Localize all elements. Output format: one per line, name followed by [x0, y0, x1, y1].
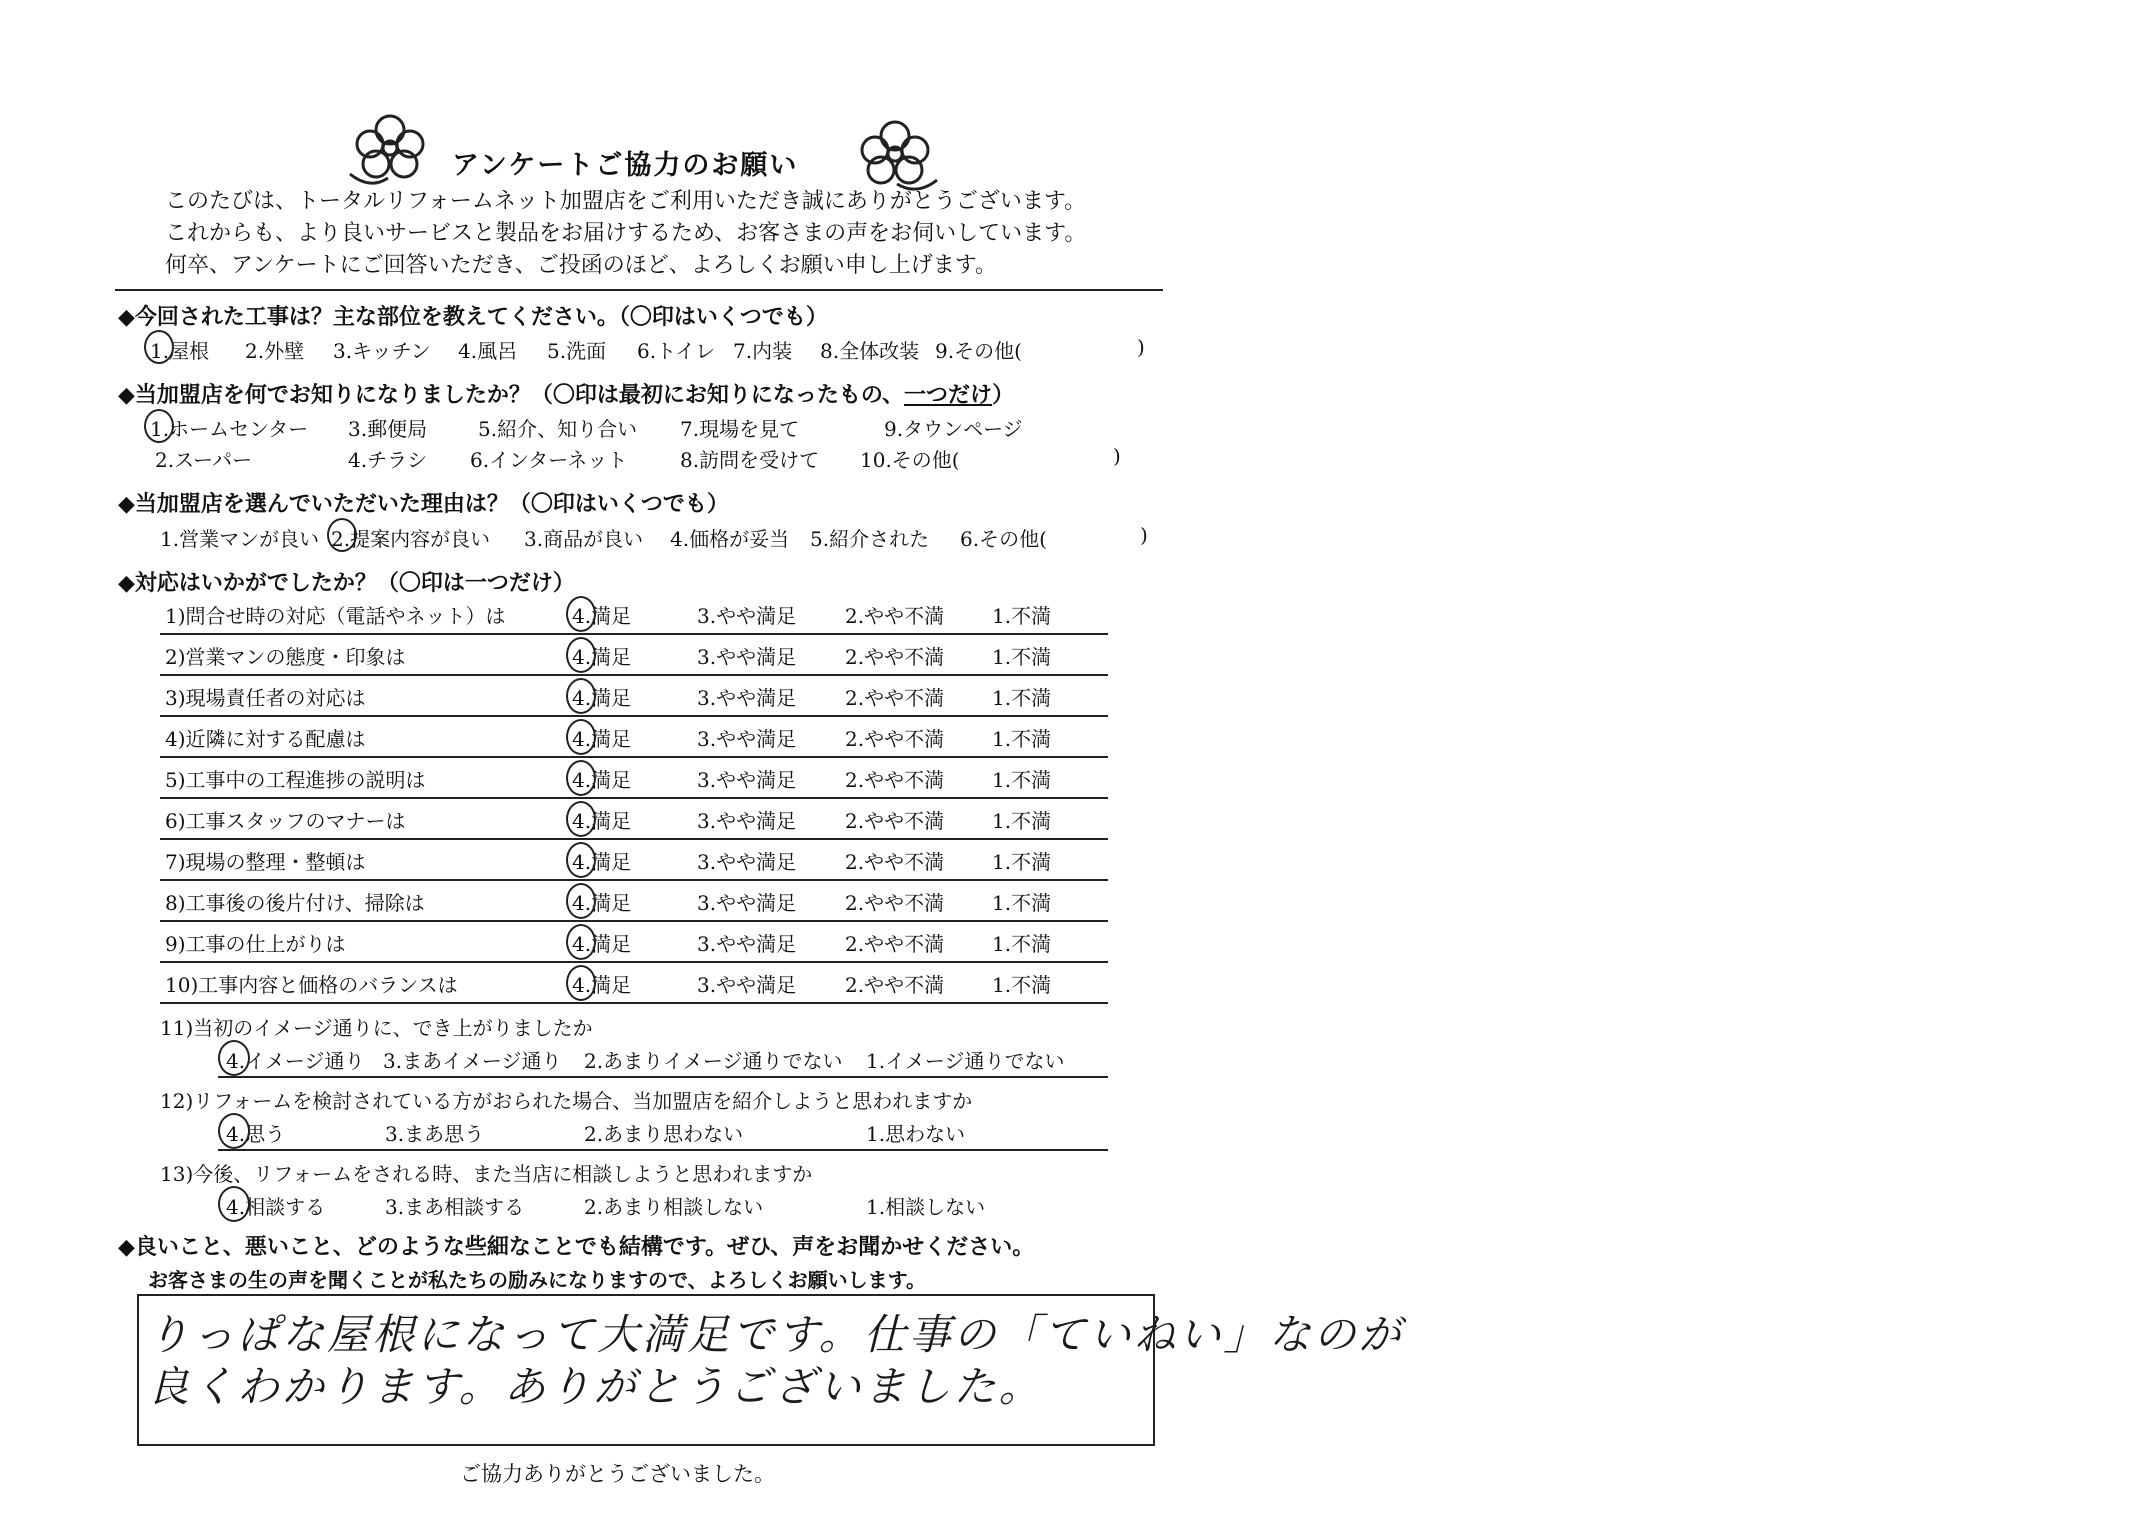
q13-answer-circle: [218, 1186, 250, 1222]
rating-option-3[interactable]: 3.やや満足: [697, 604, 797, 628]
rating-option-3[interactable]: 3.やや満足: [697, 891, 797, 915]
rating-option-1[interactable]: 1.不満: [992, 891, 1052, 915]
q11-option-4[interactable]: 4.イメージ通り: [226, 1049, 365, 1073]
rating-answer-circle: [566, 637, 596, 673]
rating-option-1[interactable]: 1.不満: [992, 768, 1052, 792]
rating-answer-circle: [566, 924, 596, 960]
q3-option-referred[interactable]: 5.紹介された: [810, 527, 930, 551]
q11-underline: [218, 1076, 1108, 1078]
rating-row-label: 5)工事中の工程進捗の説明は: [165, 768, 426, 792]
q2-option-internet[interactable]: 6.インターネット: [470, 448, 628, 472]
q2-option-doortodoor[interactable]: 8.訪問を受けて: [680, 448, 820, 472]
q2-title-main: ◆当加盟店を何でお知りになりましたか？（〇印は最初にお知りになったもの、: [118, 383, 905, 408]
divider: [115, 289, 1163, 291]
rating-option-2[interactable]: 2.やや不満: [845, 686, 945, 710]
rating-option-4[interactable]: 4.満足: [572, 645, 632, 669]
q1-option-wall[interactable]: 2.外壁: [245, 339, 305, 363]
rating-row-divider: [160, 1002, 1108, 1004]
rating-row-divider: [160, 879, 1108, 881]
q5-title: ◆良いこと、悪いこと、どのような些細なことでも結構です。ぜひ、声をお聞かせください。: [118, 1235, 1035, 1260]
q2-option-homecenter[interactable]: 1.ホームセンター: [150, 417, 309, 441]
q5-subtitle: お客さまの生の声を聞くことが私たちの励みになりますので、よろしくお願いします。: [148, 1268, 926, 1292]
rating-row-label: 2)営業マンの態度・印象は: [165, 645, 406, 669]
rating-answer-circle: [566, 719, 596, 755]
rating-option-3[interactable]: 3.やや満足: [697, 727, 797, 751]
q3-title: ◆当加盟店を選んでいただいた理由は？（〇印はいくつでも）: [118, 492, 729, 517]
rating-option-1[interactable]: 1.不満: [992, 850, 1052, 874]
q1-answer-circle: [144, 330, 174, 364]
rating-option-4[interactable]: 4.満足: [572, 768, 632, 792]
q1-option-washroom[interactable]: 5.洗面: [547, 339, 607, 363]
q2-option-other-close: ): [1113, 444, 1121, 468]
q2-answer-circle: [144, 409, 174, 443]
rating-answer-circle: [566, 760, 596, 796]
rating-option-3[interactable]: 3.やや満足: [697, 850, 797, 874]
q2-option-townpage[interactable]: 9.タウンページ: [884, 417, 1023, 441]
q1-option-interior[interactable]: 7.内装: [733, 339, 793, 363]
rating-option-2[interactable]: 2.やや不満: [845, 645, 945, 669]
intro-line-2: これからも、より良いサービスと製品をお届けするため、お客さまの声をお伺いしています。: [165, 221, 1087, 246]
rating-option-2[interactable]: 2.やや不満: [845, 727, 945, 751]
q12-answer-circle: [218, 1113, 250, 1149]
q12-option-4[interactable]: 4.思う: [226, 1122, 286, 1146]
q3-answer-circle: [327, 518, 357, 552]
q13-option-2[interactable]: 2.あまり相談しない: [584, 1195, 764, 1219]
rating-row-label: 8)工事後の後片付け、掃除は: [165, 891, 425, 915]
rating-row-divider: [160, 674, 1108, 676]
rating-row-divider: [160, 838, 1108, 840]
rating-option-3[interactable]: 3.やや満足: [697, 932, 797, 956]
q2-option-other[interactable]: 10.その他(: [860, 448, 960, 472]
rating-option-1[interactable]: 1.不満: [992, 809, 1052, 833]
flower-left-icon: [340, 112, 440, 192]
q3-option-price[interactable]: 4.価格が妥当: [670, 527, 790, 551]
intro-line-1: このたびは、トータルリフォームネット加盟店をご利用いただき誠にありがとうございます。: [165, 189, 1087, 214]
rating-answer-circle: [566, 883, 596, 919]
rating-option-1[interactable]: 1.不満: [992, 727, 1052, 751]
rating-answer-circle: [566, 801, 596, 837]
rating-answer-circle: [566, 596, 596, 632]
rating-answer-circle: [566, 842, 596, 878]
rating-option-4[interactable]: 4.満足: [572, 809, 632, 833]
rating-row-label: 7)現場の整理・整頓は: [165, 850, 366, 874]
q3-option-other[interactable]: 6.その他(: [960, 527, 1047, 551]
rating-option-1[interactable]: 1.不満: [992, 604, 1052, 628]
q2-option-super[interactable]: 2.スーパー: [155, 448, 253, 472]
q2-option-flyer[interactable]: 4.チラシ: [348, 448, 428, 472]
rating-answer-circle: [566, 678, 596, 714]
rating-option-1[interactable]: 1.不満: [992, 645, 1052, 669]
q13-option-4[interactable]: 4.相談する: [226, 1195, 326, 1219]
rating-option-2[interactable]: 2.やや不満: [845, 604, 945, 628]
q1-option-bath[interactable]: 4.風呂: [458, 339, 518, 363]
rating-option-1[interactable]: 1.不満: [992, 686, 1052, 710]
rating-option-4[interactable]: 4.満足: [572, 686, 632, 710]
comment-box[interactable]: [137, 1294, 1404, 1446]
comment-line-1: りっぱな屋根になって大満足です。仕事の「ていねい」なのが: [147, 1310, 1404, 1359]
rating-option-3[interactable]: 3.やや満足: [697, 809, 797, 833]
rating-option-4[interactable]: 4.満足: [572, 727, 632, 751]
rating-option-3[interactable]: 3.やや満足: [697, 768, 797, 792]
q1-option-kitchen[interactable]: 3.キッチン: [333, 339, 431, 363]
q2-option-post[interactable]: 3.郵便局: [348, 417, 428, 441]
q2-title-end: ）: [992, 383, 1015, 408]
rating-option-2[interactable]: 2.やや不満: [845, 891, 945, 915]
q11-option-3[interactable]: 3.まあイメージ通り: [383, 1049, 562, 1073]
q2-title-emph: 一つだけ: [904, 383, 993, 408]
q1-option-roof[interactable]: 1.屋根: [150, 339, 210, 363]
rating-option-2[interactable]: 2.やや不満: [845, 809, 945, 833]
q11-option-2[interactable]: 2.あまりイメージ通りでない: [584, 1049, 843, 1073]
rating-row-label: 9)工事の仕上がりは: [165, 932, 346, 956]
rating-option-1[interactable]: 1.不満: [992, 932, 1052, 956]
rating-option-2[interactable]: 2.やや不満: [845, 850, 945, 874]
rating-row-divider: [160, 715, 1108, 717]
rating-row-divider: [160, 633, 1108, 635]
q11-title: 11)当初のイメージ通りに、でき上がりましたか: [160, 1016, 593, 1040]
q13-option-3[interactable]: 3.まあ相談する: [385, 1195, 525, 1219]
q1-option-other[interactable]: 9.その他(: [935, 339, 1022, 363]
rating-option-3[interactable]: 3.やや満足: [697, 645, 797, 669]
rating-row-divider: [160, 920, 1108, 922]
rating-option-4[interactable]: 4.満足: [572, 932, 632, 956]
q12-underline: [218, 1149, 1108, 1151]
comment-line-2: 良くわかります。ありがとうございました。: [147, 1362, 1044, 1411]
q2-option-sitevisit[interactable]: 7.現場を見て: [680, 417, 800, 441]
q13-option-1[interactable]: 1.相談しない: [866, 1195, 986, 1219]
q12-option-3[interactable]: 3.まあ思う: [385, 1122, 485, 1146]
rating-row-divider: [160, 961, 1108, 963]
rating-option-2[interactable]: 2.やや不満: [845, 932, 945, 956]
q2-title: [118, 378, 1014, 409]
rating-option-3[interactable]: 3.やや満足: [697, 686, 797, 710]
rating-option-4[interactable]: 4.満足: [572, 604, 632, 628]
page-title: アンケートご協力のお願い: [452, 150, 799, 181]
rating-row-divider: [160, 797, 1108, 799]
rating-option-4[interactable]: 4.満足: [572, 850, 632, 874]
rating-option-2[interactable]: 2.やや不満: [845, 973, 945, 997]
q4-title: ◆対応はいかがでしたか？（〇印は一つだけ）: [118, 571, 575, 596]
q13-title: 13)今後、リフォームをされる時、また当店に相談しようと思われますか: [160, 1162, 813, 1186]
rating-option-4[interactable]: 4.満足: [572, 891, 632, 915]
rating-option-1[interactable]: 1.不満: [992, 973, 1052, 997]
rating-row-label: 4)近隣に対する配慮は: [165, 727, 366, 751]
q12-option-2[interactable]: 2.あまり思わない: [584, 1122, 744, 1146]
rating-row-label: 1)問合せ時の対応（電話やネット）は: [165, 604, 506, 628]
rating-row-label: 10)工事内容と価格のバランスは: [165, 973, 458, 997]
q11-answer-circle: [218, 1040, 250, 1076]
q12-option-1[interactable]: 1.思わない: [866, 1122, 966, 1146]
flower-right-icon: [845, 118, 945, 198]
q3-option-salesman[interactable]: 1.営業マンが良い: [160, 527, 320, 551]
rating-row-divider: [160, 756, 1108, 758]
q3-option-proposal[interactable]: 2.提案内容が良い: [331, 527, 491, 551]
rating-row-label: 6)工事スタッフのマナーは: [165, 809, 406, 833]
rating-option-3[interactable]: 3.やや満足: [697, 973, 797, 997]
q2-option-referral[interactable]: 5.紹介、知り合い: [478, 417, 638, 441]
q3-option-product[interactable]: 3.商品が良い: [524, 527, 644, 551]
rating-row-label: 3)現場責任者の対応は: [165, 686, 366, 710]
q11-option-1[interactable]: 1.イメージ通りでない: [866, 1049, 1065, 1073]
q3-option-other-close: ): [1140, 523, 1148, 547]
q1-option-full[interactable]: 8.全体改装: [820, 339, 920, 363]
q1-title: ◆今回された工事は？主な部位を教えてください。（〇印はいくつでも）: [118, 305, 828, 330]
rating-option-4[interactable]: 4.満足: [572, 973, 632, 997]
footer-thanks: ご協力ありがとうございました。: [460, 1462, 775, 1486]
intro-line-3: 何卒、アンケートにご回答いただき、ご投函のほど、よろしくお願い申し上げます。: [165, 253, 998, 278]
rating-answer-circle: [566, 965, 596, 1001]
q1-option-other-close: ): [1137, 335, 1145, 359]
rating-option-2[interactable]: 2.やや不満: [845, 768, 945, 792]
q12-title: 12)リフォームを検討されている方がおられた場合、当加盟店を紹介しようと思われますか: [160, 1089, 973, 1113]
q1-option-toilet[interactable]: 6.トイレ: [637, 339, 716, 363]
